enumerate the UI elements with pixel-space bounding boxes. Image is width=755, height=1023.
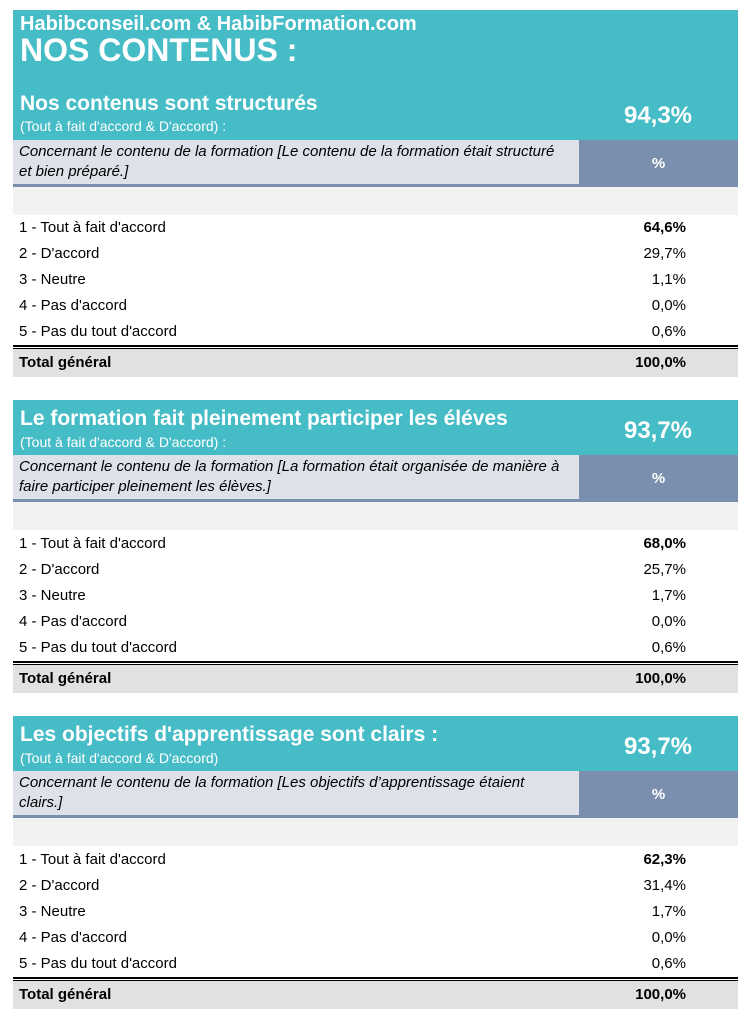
row-label: 4 - Pas d'accord bbox=[19, 297, 127, 314]
row-label: 3 - Neutre bbox=[19, 271, 86, 288]
section-2-column-header: % bbox=[579, 455, 738, 502]
section-1-question bbox=[13, 140, 579, 187]
page-title: NOS CONTENUS : bbox=[20, 32, 298, 68]
total-row bbox=[13, 981, 738, 1009]
row-label: 5 - Pas du tout d'accord bbox=[19, 639, 177, 656]
table-row bbox=[13, 951, 738, 977]
table-row bbox=[13, 215, 738, 241]
row-value: 31,4% bbox=[643, 877, 686, 894]
section-3-column-header: % bbox=[579, 771, 738, 818]
row-label: 1 - Tout à fait d'accord bbox=[19, 219, 166, 236]
row-label: 4 - Pas d'accord bbox=[19, 929, 127, 946]
table-row bbox=[13, 241, 738, 267]
section-3-title: Les objectifs d'apprentissage sont clairs : bbox=[20, 723, 439, 746]
row-value: 68,0% bbox=[643, 535, 686, 552]
site-title: Habibconseil.com & HabibFormation.com bbox=[20, 13, 417, 35]
row-value: 29,7% bbox=[643, 245, 686, 262]
row-label: 2 - D'accord bbox=[19, 877, 100, 894]
section-3 bbox=[13, 716, 738, 1008]
section-2 bbox=[13, 400, 738, 692]
row-value: 1,7% bbox=[651, 587, 686, 604]
section-1-column-header: % bbox=[579, 140, 738, 187]
table-row bbox=[13, 635, 738, 661]
total-row bbox=[13, 349, 738, 377]
table-row bbox=[13, 925, 738, 951]
row-label: 3 - Neutre bbox=[19, 587, 86, 604]
table-row bbox=[13, 319, 738, 345]
total-label: Total général bbox=[19, 986, 112, 1003]
section-3-question bbox=[13, 771, 579, 818]
row-label: 4 - Pas d'accord bbox=[19, 613, 127, 630]
table-row bbox=[13, 609, 738, 635]
section-3-subtitle: (Tout à fait d'accord & D'accord) bbox=[20, 750, 219, 766]
row-value: 0,6% bbox=[651, 323, 686, 340]
section-1-subtitle: (Tout à fait d'accord & D'accord) : bbox=[20, 118, 227, 134]
section-1-percent: 94,3% bbox=[623, 102, 693, 129]
total-value: 100,0% bbox=[635, 354, 686, 371]
row-value: 1,1% bbox=[651, 271, 686, 288]
row-value: 62,3% bbox=[643, 851, 686, 868]
row-label: 1 - Tout à fait d'accord bbox=[19, 851, 166, 868]
total-value: 100,0% bbox=[635, 986, 686, 1003]
row-value: 64,6% bbox=[643, 219, 686, 236]
table-row bbox=[13, 531, 738, 557]
total-row bbox=[13, 665, 738, 693]
section-2-question-text: Concernant le contenu de la formation [La formation était organisée de manière à faire participer pleinement les élèves.] bbox=[19, 458, 560, 495]
row-value: 0,6% bbox=[651, 955, 686, 972]
section-3-spacer bbox=[13, 818, 738, 846]
row-label: 3 - Neutre bbox=[19, 903, 86, 920]
table-row bbox=[13, 583, 738, 609]
table-row bbox=[13, 293, 738, 319]
row-value: 0,0% bbox=[651, 297, 686, 314]
row-value: 1,7% bbox=[651, 903, 686, 920]
table-row bbox=[13, 873, 738, 899]
row-value: 0,6% bbox=[651, 639, 686, 656]
section-1-title: Nos contenus sont structurés bbox=[20, 92, 318, 115]
table-row bbox=[13, 557, 738, 583]
section-2-subtitle: (Tout à fait d'accord & D'accord) : bbox=[20, 434, 227, 450]
row-value: 0,0% bbox=[651, 929, 686, 946]
section-1-header bbox=[13, 10, 738, 140]
table-row bbox=[13, 847, 738, 873]
section-1-question-text: Concernant le contenu de la formation [Le contenu de la formation était structuré et bien préparé.] bbox=[19, 143, 555, 180]
section-3-percent: 93,7% bbox=[623, 733, 693, 760]
total-label: Total général bbox=[19, 354, 112, 371]
section-2-spacer bbox=[13, 502, 738, 530]
section-3-question-text: Concernant le contenu de la formation [Les objectifs d’apprentissage étaient clairs.] bbox=[19, 774, 525, 811]
section-1 bbox=[13, 10, 738, 376]
section-2-header bbox=[13, 400, 738, 455]
section-2-question bbox=[13, 455, 579, 502]
row-label: 2 - D'accord bbox=[19, 561, 100, 578]
total-value: 100,0% bbox=[635, 670, 686, 687]
row-label: 5 - Pas du tout d'accord bbox=[19, 323, 177, 340]
row-label: 2 - D'accord bbox=[19, 245, 100, 262]
section-1-spacer bbox=[13, 187, 738, 215]
row-value: 0,0% bbox=[651, 613, 686, 630]
row-label: 1 - Tout à fait d'accord bbox=[19, 535, 166, 552]
table-row bbox=[13, 267, 738, 293]
table-row bbox=[13, 899, 738, 925]
section-2-percent: 93,7% bbox=[623, 417, 693, 444]
total-label: Total général bbox=[19, 670, 112, 687]
section-2-title: Le formation fait pleinement participer les éléves bbox=[20, 407, 508, 430]
row-value: 25,7% bbox=[643, 561, 686, 578]
section-3-header bbox=[13, 716, 738, 771]
row-label: 5 - Pas du tout d'accord bbox=[19, 955, 177, 972]
